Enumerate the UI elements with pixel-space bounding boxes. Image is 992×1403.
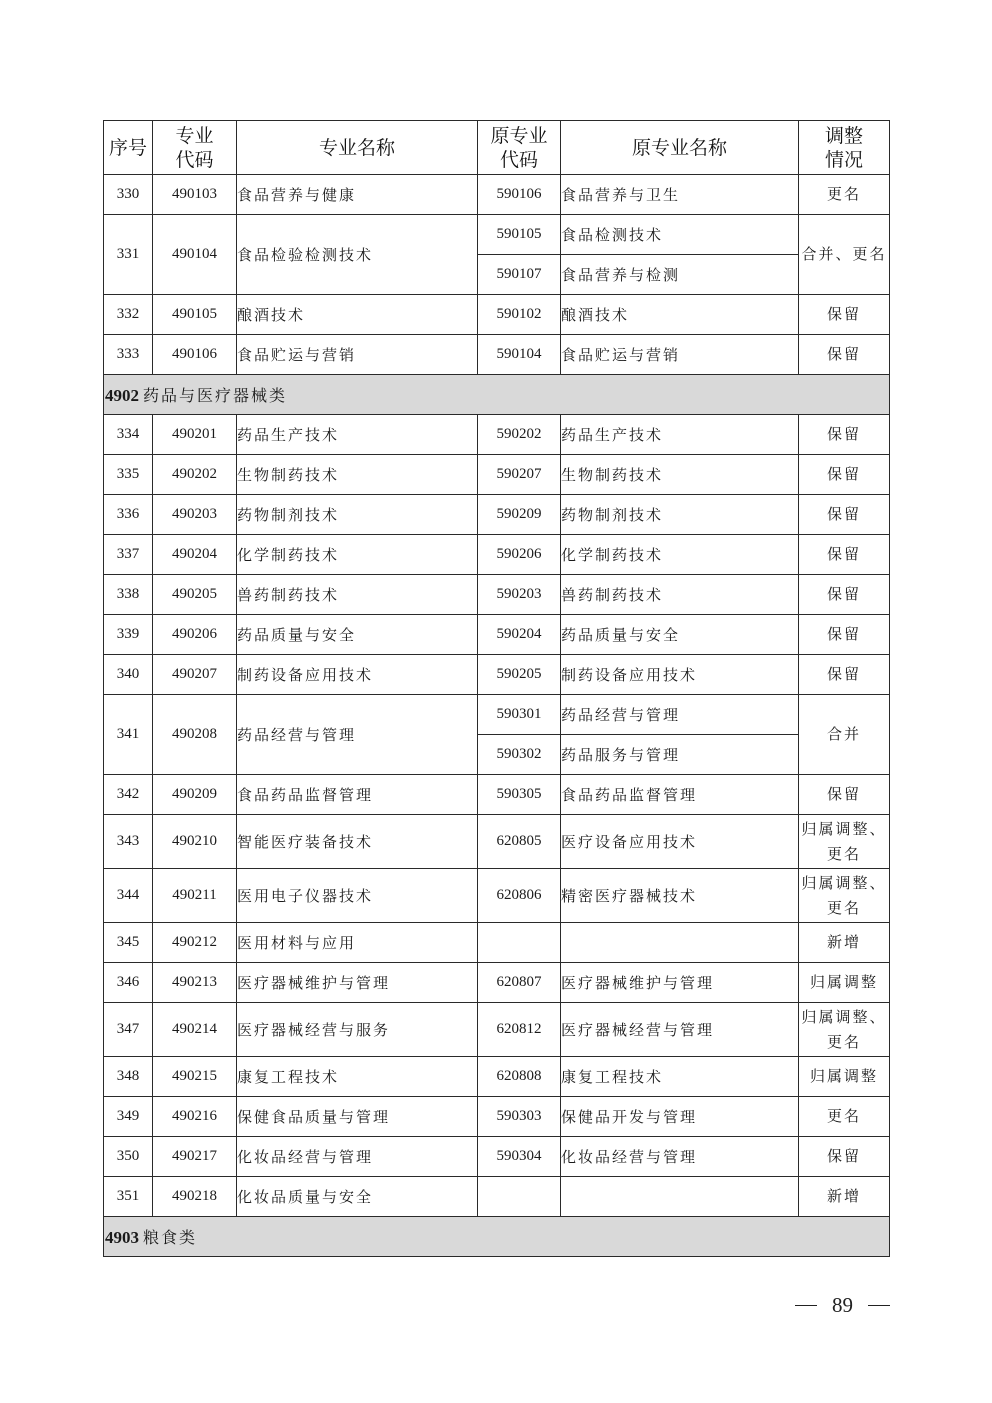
code-cell: 490206	[153, 615, 237, 655]
orig-name-cell: 制药设备应用技术	[561, 655, 799, 695]
orig-name-cell: 药物制剂技术	[561, 495, 799, 535]
seq-cell: 346	[104, 963, 153, 1003]
orig-name-cell: 生物制药技术	[561, 455, 799, 495]
adjust-cell	[799, 1177, 890, 1217]
adjust-text: 保留	[826, 625, 861, 643]
table-row	[104, 655, 890, 695]
header-code: 专业 代码	[153, 121, 237, 175]
adjust-cell	[799, 575, 890, 615]
orig-code-cell: 590106	[478, 175, 561, 215]
seq-cell: 351	[104, 1177, 153, 1217]
category-cell	[104, 1217, 890, 1257]
table-row	[104, 1097, 890, 1137]
orig-name-cell: 医疗设备应用技术	[561, 815, 799, 869]
code-cell: 490202	[153, 455, 237, 495]
adjust-text: 新增	[826, 1187, 861, 1205]
adjust-text: 保留	[826, 545, 861, 563]
table-row	[104, 1003, 890, 1057]
name-cell: 制药设备应用技术	[237, 655, 478, 695]
adjust-text: 保留	[826, 585, 861, 603]
adjust-cell	[799, 455, 890, 495]
table-row	[104, 295, 890, 335]
adjust-cell	[799, 215, 890, 295]
orig-code-cell: 620806	[478, 869, 561, 923]
orig-name-cell: 酿酒技术	[561, 295, 799, 335]
adjust-cell	[799, 869, 890, 923]
orig-name-cell: 食品营养与卫生	[561, 175, 799, 215]
seq-cell: 339	[104, 615, 153, 655]
name-cell: 医用电子仪器技术	[237, 869, 478, 923]
adjust-text: 保留	[826, 345, 861, 363]
orig-code-cell: 590304	[478, 1137, 561, 1177]
orig-code-cell: 590303	[478, 1097, 561, 1137]
table-row	[104, 775, 890, 815]
page-number-text: 89	[832, 1292, 853, 1317]
name-cell: 酿酒技术	[237, 295, 478, 335]
code-cell: 490104	[153, 215, 237, 295]
category-cell	[104, 375, 890, 415]
orig-name-cell: 医疗器械经营与管理	[561, 1003, 799, 1057]
orig-name-cell: 医疗器械维护与管理	[561, 963, 799, 1003]
name-cell: 智能医疗装备技术	[237, 815, 478, 869]
adjust-cell	[799, 1097, 890, 1137]
orig-name-cell: 精密医疗器械技术	[561, 869, 799, 923]
orig-name-cell: 化学制药技术	[561, 535, 799, 575]
adjust-text: 归属调整、	[801, 819, 887, 838]
adjust-cell	[799, 923, 890, 963]
orig-code-cell: 590203	[478, 575, 561, 615]
adjust-cell	[799, 1137, 890, 1177]
adjust-text: 合并、更名	[801, 245, 887, 263]
adjust-cell	[799, 775, 890, 815]
table-row	[104, 575, 890, 615]
seq-cell: 332	[104, 295, 153, 335]
orig-name-cell	[561, 923, 799, 963]
orig-code-cell: 590209	[478, 495, 561, 535]
adjust-text: 新增	[826, 933, 861, 951]
orig-name-cell: 食品检测技术	[561, 215, 799, 255]
name-cell: 药品质量与安全	[237, 615, 478, 655]
dash-right	[868, 1305, 890, 1306]
adjust-text: 更名	[826, 844, 861, 863]
table-row	[104, 1057, 890, 1097]
seq-cell: 347	[104, 1003, 153, 1057]
header-orig-code: 原专业 代码	[478, 121, 561, 175]
name-cell: 药品经营与管理	[237, 695, 478, 775]
name-cell: 保健食品质量与管理	[237, 1097, 478, 1137]
adjust-text: 保留	[826, 505, 861, 523]
table-row	[104, 1137, 890, 1177]
adjust-text: 更名	[826, 1032, 861, 1051]
code-cell: 490203	[153, 495, 237, 535]
code-cell: 490106	[153, 335, 237, 375]
adjust-text: 归属调整	[809, 1067, 878, 1085]
orig-name-cell: 食品药品监督管理	[561, 775, 799, 815]
adjust-cell	[799, 1057, 890, 1097]
code-cell: 490103	[153, 175, 237, 215]
adjust-text: 归属调整、	[801, 873, 887, 892]
adjust-text: 保留	[826, 305, 861, 323]
code-cell: 490213	[153, 963, 237, 1003]
seq-cell: 337	[104, 535, 153, 575]
orig-name-cell: 药品生产技术	[561, 415, 799, 455]
seq-cell: 342	[104, 775, 153, 815]
adjust-text: 更名	[826, 1107, 861, 1125]
code-cell: 490214	[153, 1003, 237, 1057]
adjust-text: 保留	[826, 425, 861, 443]
table-row	[104, 415, 890, 455]
code-cell: 490201	[153, 415, 237, 455]
seq-cell: 348	[104, 1057, 153, 1097]
orig-code-cell: 620807	[478, 963, 561, 1003]
code-cell: 490105	[153, 295, 237, 335]
seq-cell: 336	[104, 495, 153, 535]
adjust-text: 更名	[826, 185, 861, 203]
code-cell: 490209	[153, 775, 237, 815]
code-cell: 490218	[153, 1177, 237, 1217]
code-cell: 490215	[153, 1057, 237, 1097]
code-cell: 490210	[153, 815, 237, 869]
adjust-text: 归属调整、	[801, 1007, 887, 1026]
name-cell: 医疗器械经营与服务	[237, 1003, 478, 1057]
name-cell: 食品贮运与营销	[237, 335, 478, 375]
header-seq: 序号	[104, 121, 153, 175]
orig-name-cell: 食品贮运与营销	[561, 335, 799, 375]
orig-name-cell: 康复工程技术	[561, 1057, 799, 1097]
orig-name-cell: 药品服务与管理	[561, 735, 799, 775]
orig-code-cell: 590301	[478, 695, 561, 735]
table-row	[104, 615, 890, 655]
orig-name-cell: 保健品开发与管理	[561, 1097, 799, 1137]
category-code: 4903	[105, 1228, 139, 1247]
code-cell: 490216	[153, 1097, 237, 1137]
adjust-cell	[799, 495, 890, 535]
orig-name-cell: 食品营养与检测	[561, 255, 799, 295]
adjust-cell	[799, 815, 890, 869]
name-cell: 医疗器械维护与管理	[237, 963, 478, 1003]
orig-code-cell: 590207	[478, 455, 561, 495]
table-header-row	[104, 121, 890, 175]
orig-name-cell: 兽药制药技术	[561, 575, 799, 615]
name-cell: 食品药品监督管理	[237, 775, 478, 815]
code-cell: 490212	[153, 923, 237, 963]
adjust-cell	[799, 615, 890, 655]
seq-cell: 334	[104, 415, 153, 455]
adjust-cell	[799, 295, 890, 335]
adjust-cell	[799, 415, 890, 455]
code-cell: 490207	[153, 655, 237, 695]
table-row	[104, 535, 890, 575]
seq-cell: 349	[104, 1097, 153, 1137]
orig-code-cell: 590102	[478, 295, 561, 335]
adjust-cell	[799, 175, 890, 215]
header-orig-name: 原专业名称	[561, 121, 799, 175]
orig-name-cell: 药品质量与安全	[561, 615, 799, 655]
table-row	[104, 695, 890, 735]
seq-cell: 345	[104, 923, 153, 963]
seq-cell: 343	[104, 815, 153, 869]
seq-cell: 344	[104, 869, 153, 923]
code-cell: 490205	[153, 575, 237, 615]
header-adjust: 调整 情况	[799, 121, 890, 175]
category-code: 4902	[105, 386, 139, 405]
adjust-cell	[799, 535, 890, 575]
code-cell: 490204	[153, 535, 237, 575]
orig-code-cell: 590206	[478, 535, 561, 575]
adjust-text: 保留	[826, 465, 861, 483]
seq-cell: 335	[104, 455, 153, 495]
orig-code-cell	[478, 923, 561, 963]
orig-code-cell: 590104	[478, 335, 561, 375]
major-catalog-table	[103, 120, 890, 1257]
dash-left	[795, 1305, 817, 1306]
adjust-cell	[799, 655, 890, 695]
table-body	[104, 175, 890, 1257]
orig-name-cell: 药品经营与管理	[561, 695, 799, 735]
adjust-cell	[799, 335, 890, 375]
adjust-cell	[799, 1003, 890, 1057]
seq-cell: 331	[104, 215, 153, 295]
orig-code-cell: 590305	[478, 775, 561, 815]
table-row	[104, 215, 890, 255]
code-cell: 490208	[153, 695, 237, 775]
name-cell: 药品生产技术	[237, 415, 478, 455]
adjust-text: 保留	[826, 1147, 861, 1165]
orig-name-cell: 化妆品经营与管理	[561, 1137, 799, 1177]
orig-code-cell: 620812	[478, 1003, 561, 1057]
adjust-cell	[799, 695, 890, 775]
adjust-text: 保留	[826, 785, 861, 803]
table-row	[104, 335, 890, 375]
name-cell: 生物制药技术	[237, 455, 478, 495]
category-name: 粮食类	[143, 1228, 198, 1247]
orig-code-cell: 620808	[478, 1057, 561, 1097]
adjust-text: 保留	[826, 665, 861, 683]
table-row	[104, 1177, 890, 1217]
seq-cell: 338	[104, 575, 153, 615]
name-cell: 化妆品质量与安全	[237, 1177, 478, 1217]
name-cell: 康复工程技术	[237, 1057, 478, 1097]
orig-code-cell: 620805	[478, 815, 561, 869]
page-number	[795, 1290, 890, 1320]
orig-code-cell: 590302	[478, 735, 561, 775]
seq-cell: 350	[104, 1137, 153, 1177]
seq-cell: 333	[104, 335, 153, 375]
category-row	[104, 1217, 890, 1257]
table-row	[104, 175, 890, 215]
orig-code-cell: 590204	[478, 615, 561, 655]
adjust-text: 更名	[826, 898, 861, 917]
seq-cell: 340	[104, 655, 153, 695]
orig-code-cell: 590107	[478, 255, 561, 295]
category-name: 药品与医疗器械类	[143, 386, 288, 405]
name-cell: 化妆品经营与管理	[237, 1137, 478, 1177]
table-row	[104, 455, 890, 495]
orig-code-cell	[478, 1177, 561, 1217]
name-cell: 兽药制药技术	[237, 575, 478, 615]
table-row	[104, 869, 890, 923]
name-cell: 食品检验检测技术	[237, 215, 478, 295]
adjust-text: 合并	[826, 725, 861, 743]
name-cell: 医用材料与应用	[237, 923, 478, 963]
code-cell: 490217	[153, 1137, 237, 1177]
code-cell: 490211	[153, 869, 237, 923]
orig-code-cell: 590202	[478, 415, 561, 455]
seq-cell: 341	[104, 695, 153, 775]
table-row	[104, 923, 890, 963]
name-cell: 化学制药技术	[237, 535, 478, 575]
name-cell: 食品营养与健康	[237, 175, 478, 215]
name-cell: 药物制剂技术	[237, 495, 478, 535]
seq-cell: 330	[104, 175, 153, 215]
header-name: 专业名称	[237, 121, 478, 175]
orig-name-cell	[561, 1177, 799, 1217]
adjust-cell	[799, 963, 890, 1003]
category-row	[104, 375, 890, 415]
orig-code-cell: 590105	[478, 215, 561, 255]
table-row	[104, 495, 890, 535]
orig-code-cell: 590205	[478, 655, 561, 695]
adjust-text: 归属调整	[809, 973, 878, 991]
table-row	[104, 963, 890, 1003]
table-row	[104, 815, 890, 869]
